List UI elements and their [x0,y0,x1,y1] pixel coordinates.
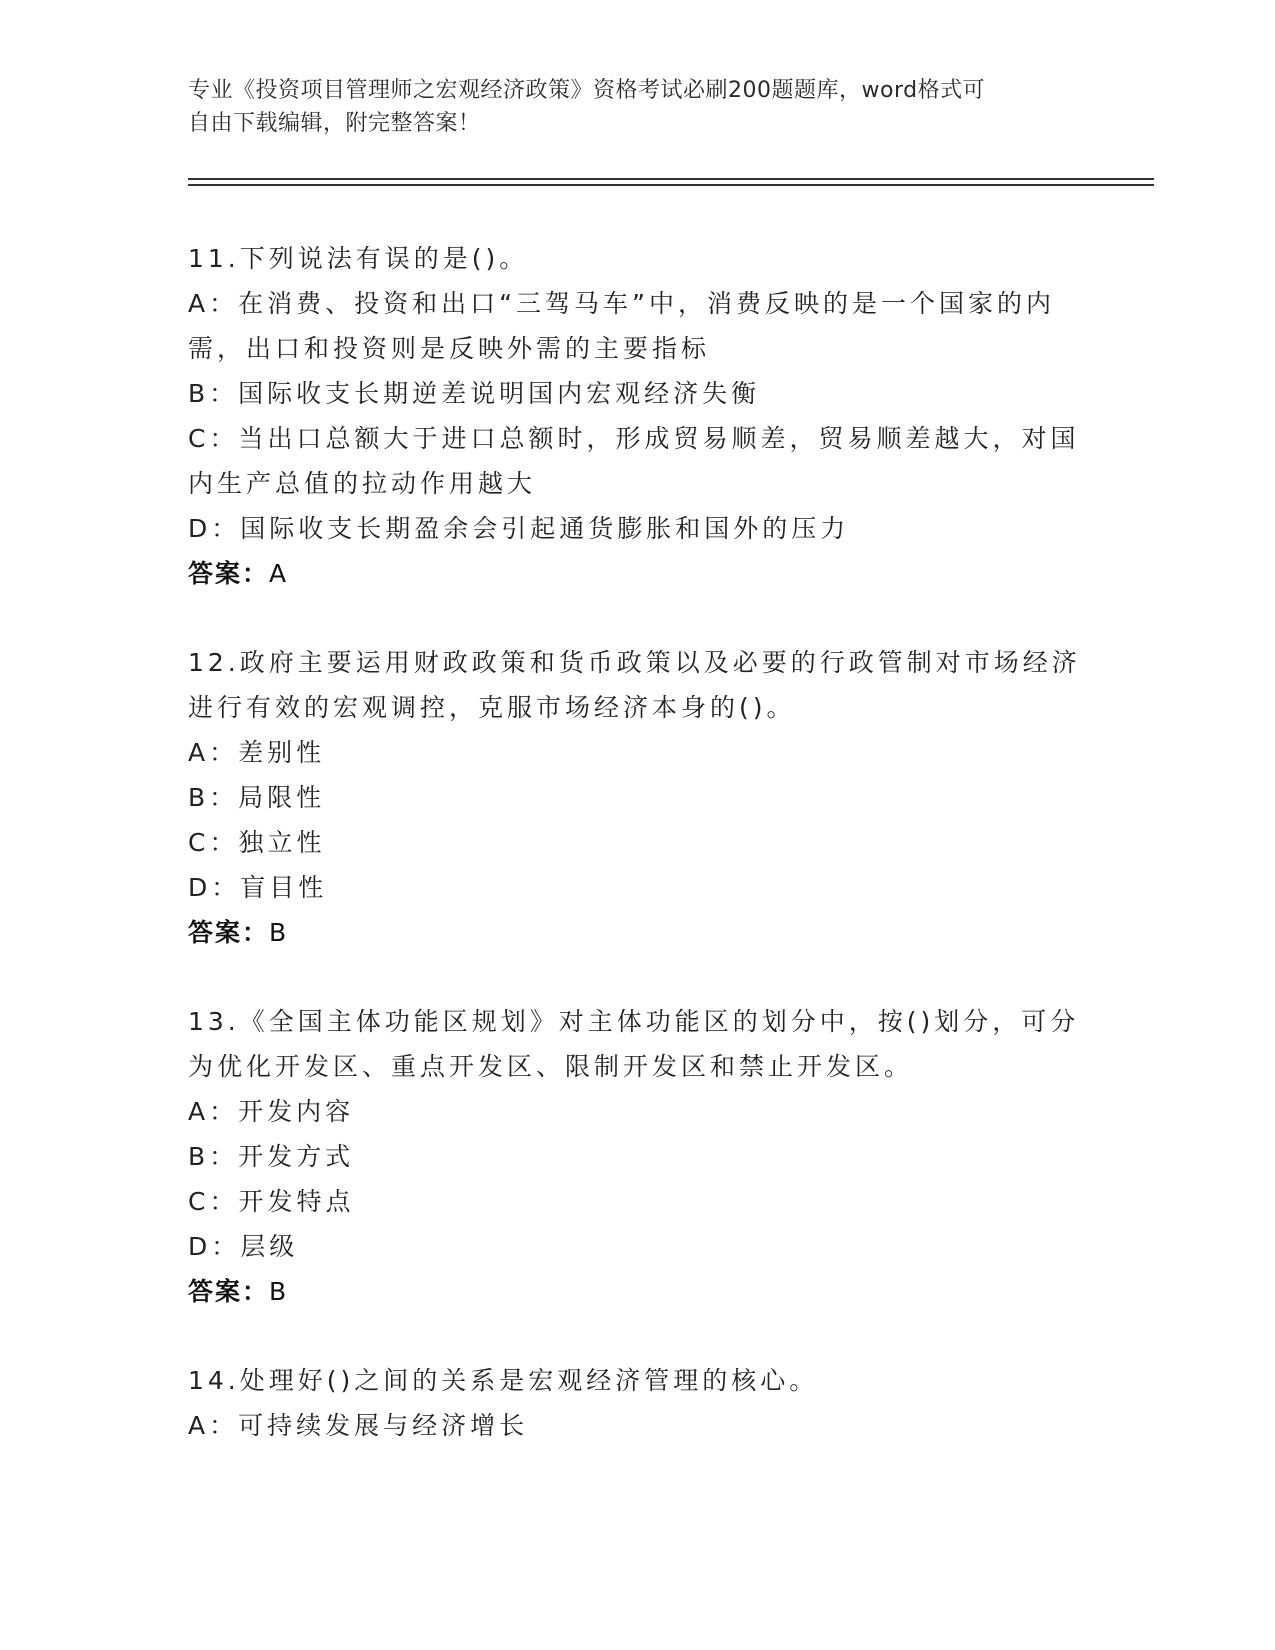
answer-option-line: C：当出口总额大于进口总额时，形成贸易顺差，贸易顺差越大，对国 [188,424,1080,453]
answer-key [188,551,1088,596]
question-stem-line: 11.下列说法有误的是()。 [188,244,529,273]
answer-option-line: D：国际收支长期盈余会引起通货膨胀和国外的压力 [188,514,850,543]
answer-option-line: D：层级 [188,1232,299,1261]
answer-key-label: 答案： [188,559,270,588]
answer-option-line: C：独立性 [188,828,326,857]
header-line-2: 自由下载编辑，附完整答案！ [188,111,481,136]
answer-key [188,1269,1088,1314]
question-stem-line: 12.政府主要运用财政政策和货币政策以及必要的行政管制对市场经济 [188,648,1081,677]
header-line-1: 专业《投资项目管理师之宏观经济政策》资格考试必刷200题题库，word格式可 [188,78,986,103]
question-stem-line: 13.《全国主体功能区规划》对主体功能区的划分中，按()划分，可分 [188,1007,1080,1036]
answer-option-line: 需，出口和投资则是反映外需的主要指标 [188,334,711,363]
question-item [188,236,1088,596]
answer-option-line: A：在消费、投资和出口“三驾马车”中，消费反映的是一个国家的内 [188,289,1056,318]
question-item [188,1358,1088,1448]
answer-option-line: 内生产总值的拉动作用越大 [188,469,537,498]
answer-key-value: B [269,918,289,947]
answer-option-line: A：可持续发展与经济增长 [188,1411,529,1440]
header-divider-top [188,178,1154,180]
answer-option-line: B：局限性 [188,783,326,812]
answer-option-line: A：开发内容 [188,1097,355,1126]
question-stem-line: 为优化开发区、重点开发区、限制开发区和禁止开发区。 [188,1052,914,1081]
answer-option-line: B：开发方式 [188,1142,355,1171]
question-item [188,999,1088,1314]
answer-key [188,910,1088,955]
question-stem-line: 14.处理好()之间的关系是宏观经济管理的核心。 [188,1366,819,1395]
answer-key-label: 答案： [188,918,270,947]
document-header-note [188,74,1088,140]
answer-option-line: C：开发特点 [188,1187,355,1216]
answer-option-line: B：国际收支长期逆差说明国内宏观经济失衡 [188,379,761,408]
question-list [188,236,1088,1492]
answer-key-value: A [269,559,289,588]
answer-key-label: 答案： [188,1277,270,1306]
question-stem-line: 进行有效的宏观调控，克服市场经济本身的()。 [188,693,796,722]
header-divider-bottom [188,184,1154,186]
answer-option-line: A：差别性 [188,738,326,767]
question-item [188,640,1088,955]
answer-key-value: B [269,1277,289,1306]
answer-option-line: D：盲目性 [188,873,328,902]
